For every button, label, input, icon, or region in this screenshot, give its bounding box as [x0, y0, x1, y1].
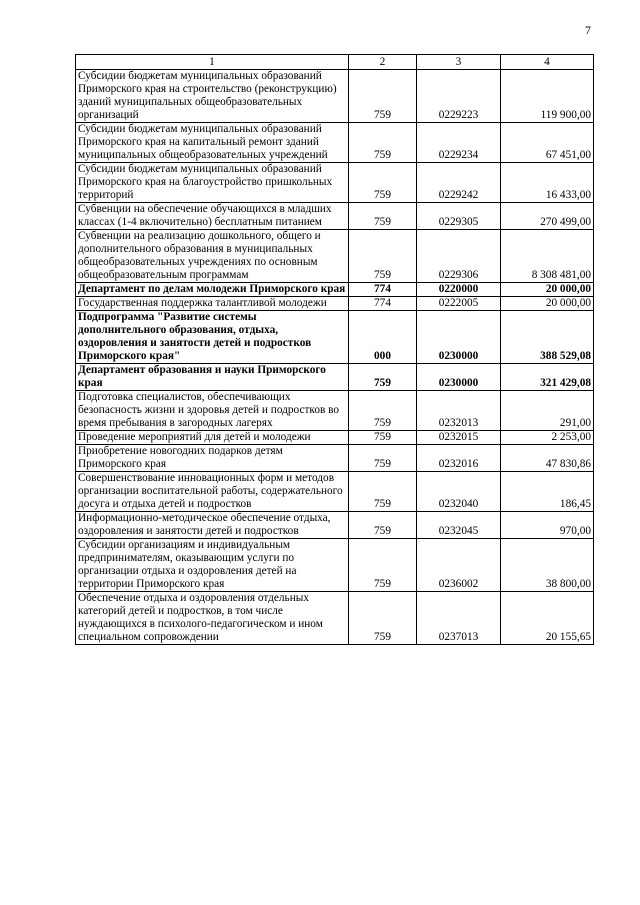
- row-target-code: 0232040: [417, 472, 501, 512]
- row-name: Субсидии бюджетам муниципальных образований Приморского края на строительство (реконструкцию) зданий муниципальных общеобразовательных организаций: [76, 70, 349, 123]
- row-amount: 119 900,00: [501, 70, 594, 123]
- row-code: 759: [349, 472, 417, 512]
- header-row: [76, 55, 594, 70]
- row-name: Субсидии организациям и индивидуальным предпринимателям, оказывающим услуги по организации отдыха и оздоровления детей на территории Приморского края: [76, 539, 349, 592]
- row-name: Проведение мероприятий для детей и молодежи: [76, 431, 349, 445]
- row-name: Субсидии бюджетам муниципальных образований Приморского края на благоустройство пришкольных территорий: [76, 163, 349, 203]
- row-name: Совершенствование инновационных форм и методов организации воспитательной работы, содержательного досуга и отдыха детей и подростков: [76, 472, 349, 512]
- row-name: Информационно-методическое обеспечение отдыха, оздоровления и занятости детей и подростков: [76, 512, 349, 539]
- row-target-code: 0229306: [417, 230, 501, 283]
- row-amount: 270 499,00: [501, 203, 594, 230]
- row-target-code: 0230000: [417, 364, 501, 391]
- table-row: [76, 512, 594, 539]
- row-code: 759: [349, 230, 417, 283]
- row-name: Обеспечение отдыха и оздоровления отдельных категорий детей и подростков, в том числе нуждающихся в психолого-педагогическом и ином специальном сопровождении: [76, 592, 349, 645]
- row-amount: 20 000,00: [501, 297, 594, 311]
- table-row: [76, 539, 594, 592]
- row-name: Департамент по делам молодежи Приморского края: [76, 283, 349, 297]
- row-code: 759: [349, 592, 417, 645]
- table-row: [76, 123, 594, 163]
- header-col-2: 2: [349, 55, 417, 70]
- row-target-code: 0232045: [417, 512, 501, 539]
- table-row: [76, 230, 594, 283]
- row-target-code: 0232013: [417, 391, 501, 431]
- row-target-code: 0220000: [417, 283, 501, 297]
- row-code: 759: [349, 512, 417, 539]
- row-target-code: 0236002: [417, 539, 501, 592]
- table-row: [76, 297, 594, 311]
- table-row: [76, 592, 594, 645]
- table-row: [76, 70, 594, 123]
- row-name: Субвенции на обеспечение обучающихся в младших классах (1-4 включительно) бесплатным питанием: [76, 203, 349, 230]
- row-target-code: 0232016: [417, 445, 501, 472]
- table-row: [76, 364, 594, 391]
- table-row: [76, 311, 594, 364]
- table-row: [76, 431, 594, 445]
- row-name: Субсидии бюджетам муниципальных образований Приморского края на капитальный ремонт зданий муниципальных общеобразовательных учреждений: [76, 123, 349, 163]
- row-amount: 20 155,65: [501, 592, 594, 645]
- row-code: 759: [349, 123, 417, 163]
- row-code: 000: [349, 311, 417, 364]
- row-name: Приобретение новогодних подарков детям Приморского края: [76, 445, 349, 472]
- row-code: 759: [349, 431, 417, 445]
- row-target-code: 0229234: [417, 123, 501, 163]
- row-code: 759: [349, 364, 417, 391]
- row-amount: 2 253,00: [501, 431, 594, 445]
- budget-table: [75, 54, 594, 645]
- row-amount: 291,00: [501, 391, 594, 431]
- row-amount: 388 529,08: [501, 311, 594, 364]
- row-code: 774: [349, 297, 417, 311]
- row-name: Субвенции на реализацию дошкольного, общего и дополнительного образования в муниципальных общеобразовательных учреждениях по основным общеобразовательным программам: [76, 230, 349, 283]
- page-number: 7: [585, 23, 591, 37]
- row-code: 759: [349, 163, 417, 203]
- table-row: [76, 283, 594, 297]
- row-code: 774: [349, 283, 417, 297]
- row-target-code: 0237013: [417, 592, 501, 645]
- table-row: [76, 203, 594, 230]
- row-target-code: 0229223: [417, 70, 501, 123]
- row-target-code: 0232015: [417, 431, 501, 445]
- row-amount: 8 308 481,00: [501, 230, 594, 283]
- row-amount: 47 830,86: [501, 445, 594, 472]
- row-code: 759: [349, 203, 417, 230]
- row-name: Департамент образования и науки Приморского края: [76, 364, 349, 391]
- row-target-code: 0229305: [417, 203, 501, 230]
- row-amount: 16 433,00: [501, 163, 594, 203]
- row-amount: 67 451,00: [501, 123, 594, 163]
- row-name: Подпрограмма "Развитие системы дополнительного образования, отдыха, оздоровления и занятости детей и подростков Приморского края": [76, 311, 349, 364]
- row-code: 759: [349, 445, 417, 472]
- table-row: [76, 445, 594, 472]
- row-name: Подготовка специалистов, обеспечивающих безопасность жизни и здоровья детей и подростков во время пребывания в загородных лагерях: [76, 391, 349, 431]
- row-code: 759: [349, 391, 417, 431]
- row-amount: 321 429,08: [501, 364, 594, 391]
- header-col-3: 3: [417, 55, 501, 70]
- row-code: 759: [349, 70, 417, 123]
- row-target-code: 0230000: [417, 311, 501, 364]
- row-amount: 186,45: [501, 472, 594, 512]
- row-amount: 38 800,00: [501, 539, 594, 592]
- row-target-code: 0229242: [417, 163, 501, 203]
- header-col-4: 4: [501, 55, 594, 70]
- table-row: [76, 472, 594, 512]
- row-code: 759: [349, 539, 417, 592]
- table-row: [76, 163, 594, 203]
- row-target-code: 0222005: [417, 297, 501, 311]
- table-row: [76, 391, 594, 431]
- row-amount: 970,00: [501, 512, 594, 539]
- header-col-1: 1: [76, 55, 349, 70]
- row-amount: 20 000,00: [501, 283, 594, 297]
- row-name: Государственная поддержка талантливой молодежи: [76, 297, 349, 311]
